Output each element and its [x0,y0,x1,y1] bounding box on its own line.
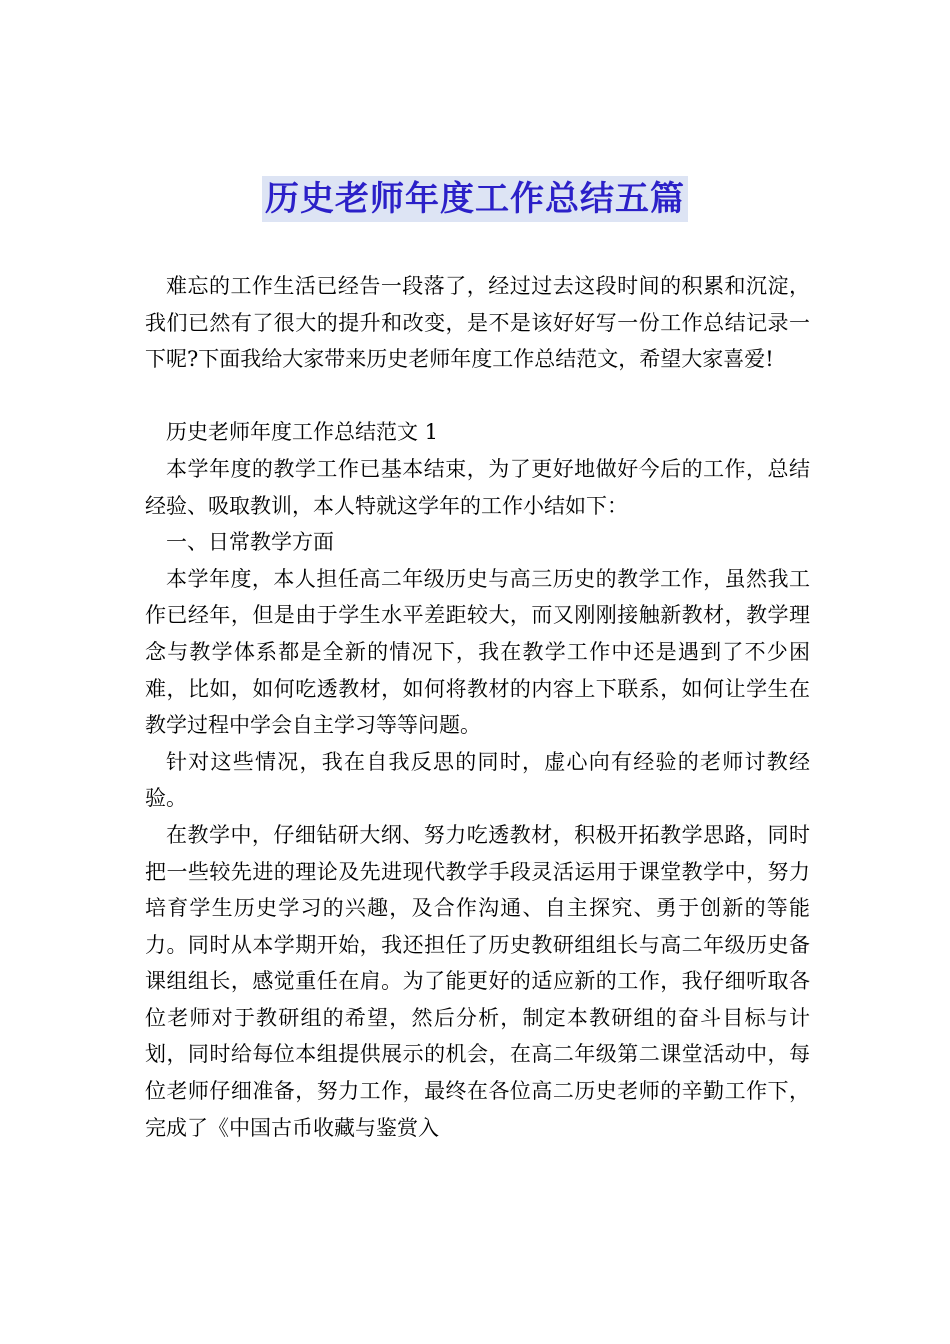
body-paragraph: 本学年度，本人担任高二年级历史与高三历史的教学工作，虽然我工作已经年，但是由于学生水平差距较大，而又刚刚接触新教材，教学理念与教学体系都是全新的情况下，我在教学工作中还是遇到了不少困难，比如，如何吃透教材，如何将教材的内容上下联系，如何让学生在教学过程中学会自主学习等等问题。 [145,566,810,738]
body-paragraph: 针对这些情况，我在自我反思的同时，虚心向有经验的老师讨教经验。 [145,749,810,811]
document-body [145,268,810,1146]
title-container [0,176,950,222]
section-heading: 历史老师年度工作总结范文 1 [166,420,439,445]
body-paragraph: 本学年度的教学工作已基本结束，为了更好地做好今后的工作，总结经验、吸取教训，本人特就这学年的工作小结如下： [145,456,810,518]
body-paragraph: 在教学中，仔细钻研大纲、努力吃透教材，积极开拓教学思路，同时把一些较先进的理论及先进现代教学手段灵活运用于课堂教学中，努力培育学生历史学习的兴趣，及合作沟通、自主探究、勇于创新的等能力。同时从本学期开始，我还担任了历史教研组组长与高二年级历史备课组组长，感觉重任在肩。为了能更好的适应新的工作，我仔细听取各位老师对于教研组的希望，然后分析，制定本教研组的奋斗目标与计划，同时给每位本组提供展示的机会，在高二年级第二课堂活动中，每位老师仔细准备，努力工作，最终在各位高二历史老师的辛勤工作下，完成了《中国古币收藏与鉴赏入 [145,822,810,1140]
document-title: 历史老师年度工作总结五篇 [262,176,688,222]
subsection-heading: 一、日常教学方面 [166,530,334,555]
intro-paragraph: 难忘的工作生活已经告一段落了，经过过去这段时间的积累和沉淀，我们已然有了很大的提升和改变，是不是该好好写一份工作总结记录一下呢?下面我给大家带来历史老师年度工作总结范文，希望大家喜爱! [145,274,810,372]
